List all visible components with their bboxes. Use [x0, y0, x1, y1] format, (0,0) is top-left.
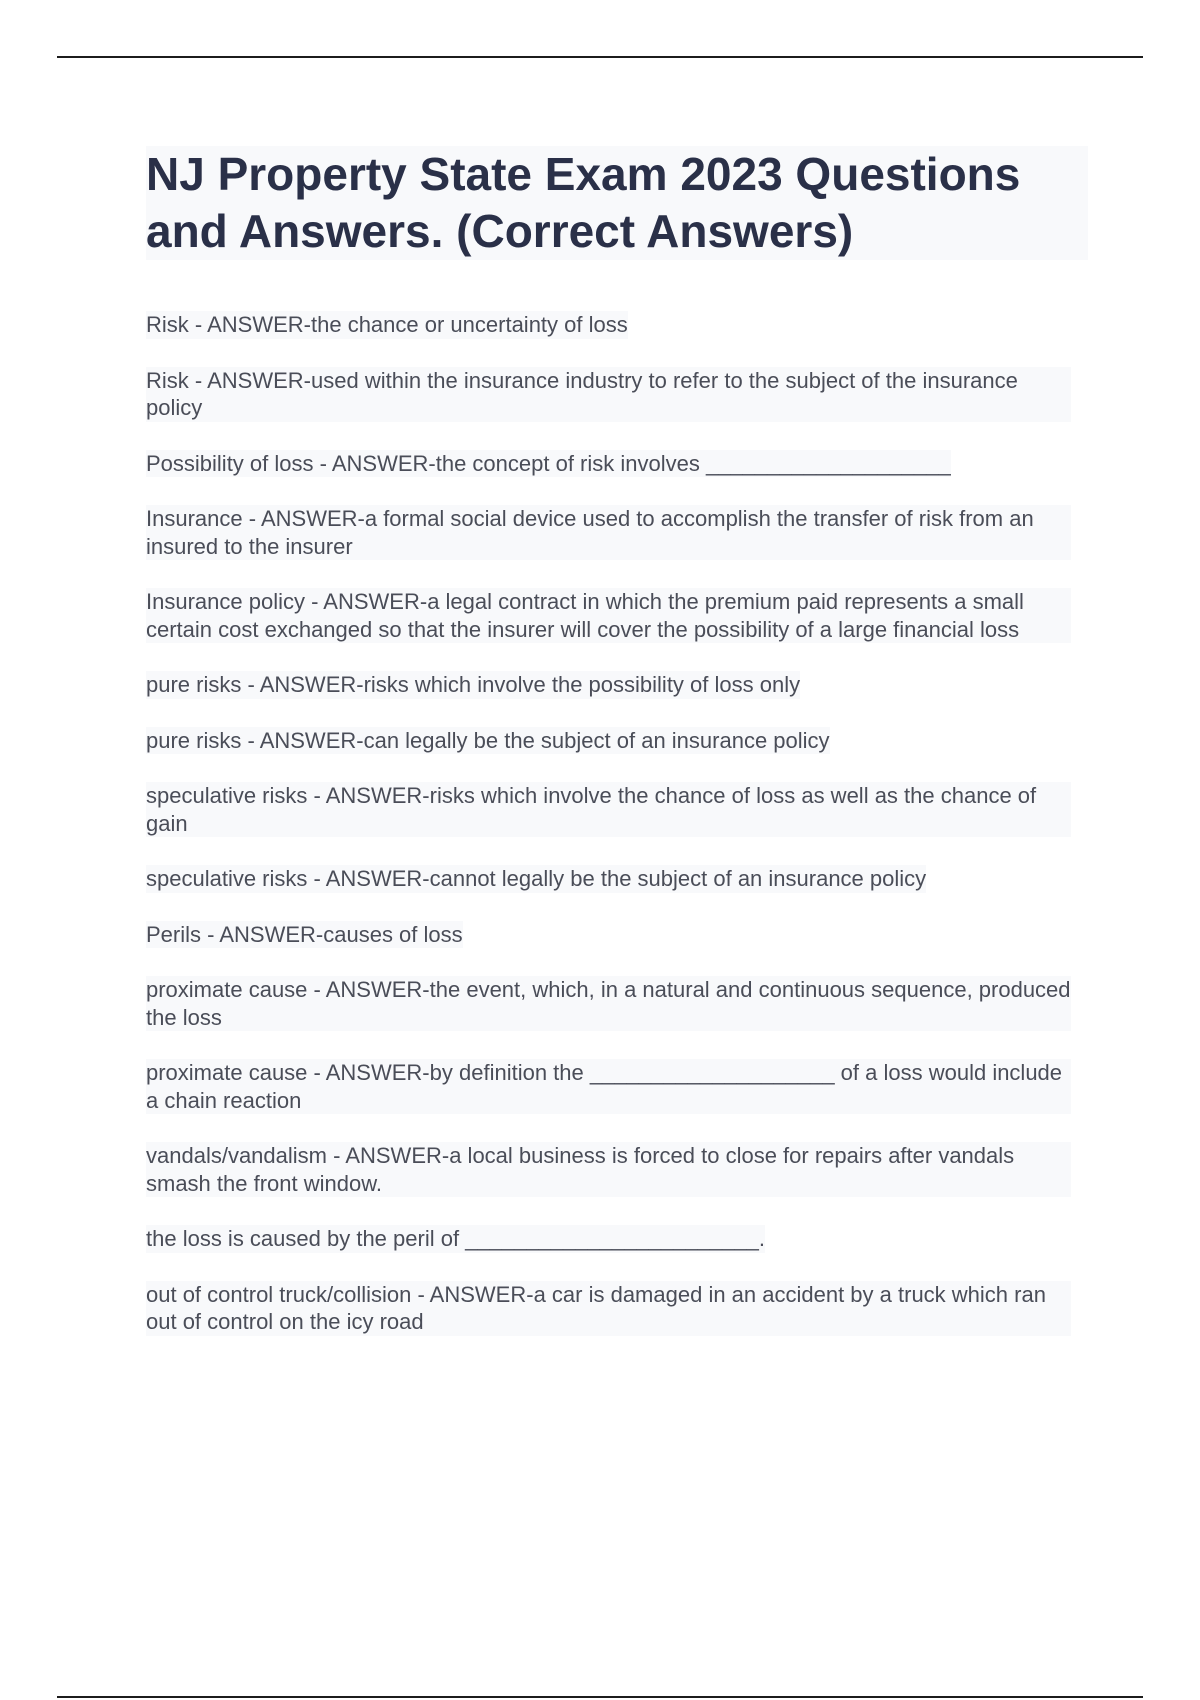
qa-entry: Insurance policy - ANSWER-a legal contract in which the premium paid represents a small certain cost exchanged so that the insurer will cover the possibility of a large financial loss	[146, 588, 1071, 643]
qa-entry: Insurance - ANSWER-a formal social device used to accomplish the transfer of risk from an insured to the insurer	[146, 505, 1071, 560]
qa-entry: Possibility of loss - ANSWER-the concept of risk involves ____________________	[146, 450, 951, 476]
qa-entry: pure risks - ANSWER-risks which involve the possibility of loss only	[146, 672, 801, 697]
qa-entry: vandals/vandalism - ANSWER-a local business is forced to close for repairs after vandals smash the front window.	[146, 1142, 1071, 1197]
qa-entry: speculative risks - ANSWER-risks which involve the chance of loss as well as the chance of gain	[146, 782, 1071, 837]
qa-entry: proximate cause - ANSWER-by definition the ____________________ of a loss would include a chain reaction	[146, 1059, 1071, 1114]
qa-entry: Perils - ANSWER-causes of loss	[146, 921, 463, 947]
qa-entry: Risk - ANSWER-used within the insurance industry to refer to the subject of the insurance policy	[146, 367, 1071, 422]
bottom-rule	[57, 1696, 1143, 1698]
qa-entry: proximate cause - ANSWER-the event, which, in a natural and continuous sequence, produced the loss	[146, 977, 1077, 1030]
qa-entry: Risk - ANSWER-the chance or uncertainty of loss	[146, 312, 628, 337]
qa-entry: pure risks - ANSWER-can legally be the subject of an insurance policy	[146, 727, 830, 753]
title-block	[146, 146, 1088, 260]
qa-entry: the loss is caused by the peril of ________________________.	[146, 1226, 765, 1251]
page-title: NJ Property State Exam 2023 Questions and Answers. (Correct Answers)	[146, 148, 1021, 257]
qa-entry: out of control truck/collision - ANSWER-a car is damaged in an accident by a truck which ran out of control on the icy road	[146, 1281, 1071, 1336]
qa-list	[146, 311, 1086, 1364]
qa-entry: speculative risks - ANSWER-cannot legally be the subject of an insurance policy	[146, 866, 927, 891]
top-rule	[57, 56, 1143, 58]
